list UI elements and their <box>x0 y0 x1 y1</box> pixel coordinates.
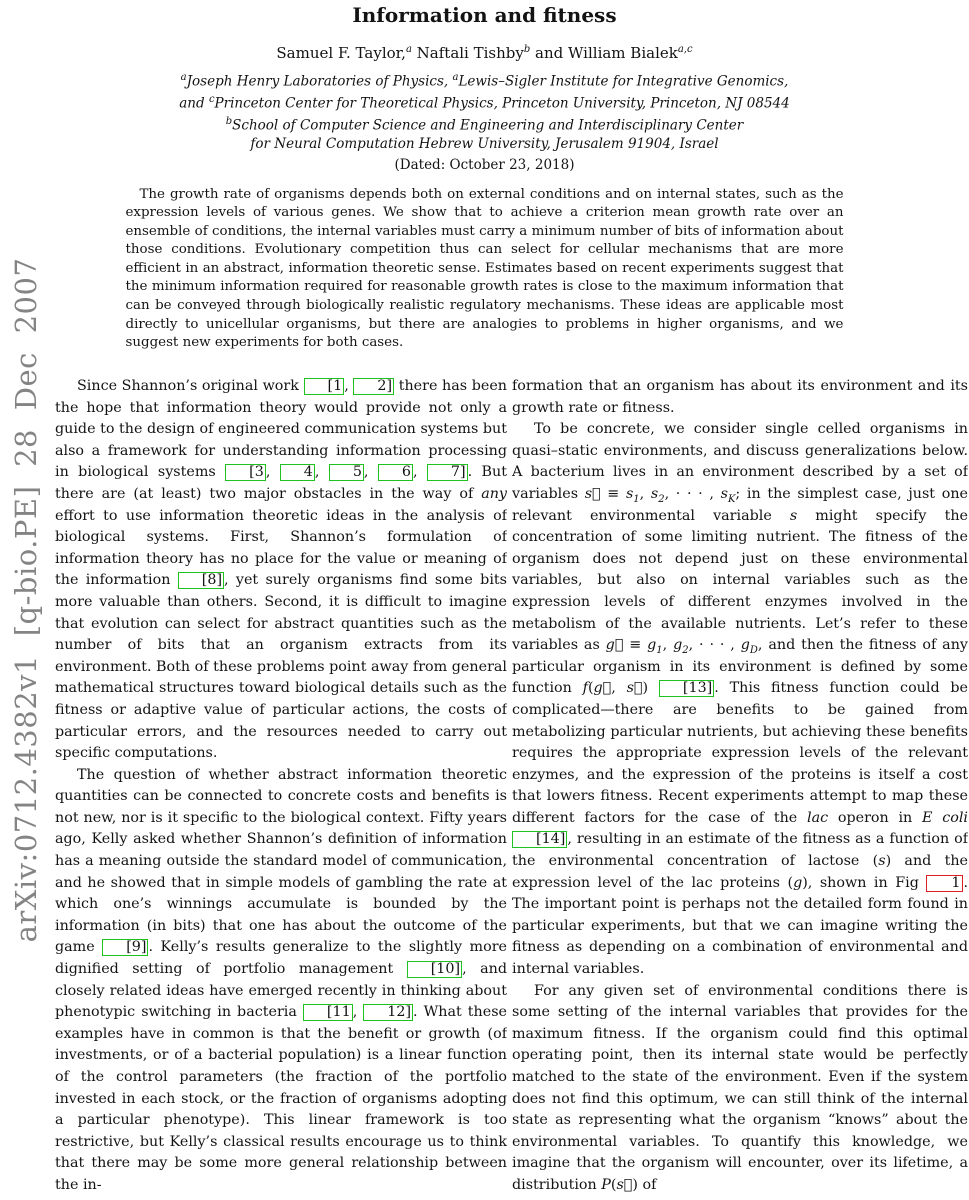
math-subscript: 2 <box>658 493 665 505</box>
paragraph: Since Shannon’s original work [1 , 2] there has been the hope that information theory would provide not only a guide to the design of engineered communication systems but also a framework for understanding information processing in biological systems [3 , 4 , 5 , 6 , 7] . But there are (at least) two major obstacles in the way of any effort to use information theoretic ideas in the analysis of biological systems. First, Shannon’s formulation of information theory has no place for the value or meaning of the information [8] , yet surely organisms find some bits more valuable than others. Second, it is difficult to imagine that evolution can select for abstract quantities such as the number of bits that an organism extracts from its environment. Both of these problems point away from general mathematical structures toward biological details such as the fitness or adaptive value of particular actions, the costs of particular errors, and the resources needed to carry out specific computations. <box>55 378 507 762</box>
math-variable: s <box>625 485 634 502</box>
math-variable: g <box>793 874 803 891</box>
math-variable: s <box>789 507 798 524</box>
paragraph: The question of whether abstract information theoretic quantities can be connected to concrete costs and benefits is not new, nor is it specific to the biological context. Fifty years ago, Kelly asked whether Shannon’s definition of information has a meaning outside the standard model of communication, and he showed that in simple models of gambling the rate at which one’s winnings accumulate is bounded by the information (in bits) that one has about the outcome of the game [9] . Kelly’s results generalize to the slightly more dignified setting of portfolio management [10] , and closely related ideas have emerged recently in thinking about phenotypic switching in bacteria [11 , 12] . What these examples have in common is that the benefit or growth (of investments, or of a bacterial population) is a linear function of the control parameters (the fraction of the portfolio invested in each stock, or the fraction of organisms adopting a particular phenotype). This linear framework is too restrictive, but Kelly’s classical results encourage us to think that there may be some more general relationship between the in- <box>55 766 507 1193</box>
affiliation-superscript: b <box>225 116 233 127</box>
right-column <box>512 376 968 1200</box>
math-variable: g <box>740 637 750 654</box>
paragraph: To be concrete, we consider single celled organisms in quasi–static environments, and discuss generalizations below. A bacterium lives in an environment described by a set of variables s⃗ ≡ $s_1$, $s_2$, · · · , $s_K$; in the simplest case, just one relevant environmental variable s might specify the concentration of some limiting nutrient. The fitness of the organism does not depend just on these environmental variables, but also on internal variables such as the expression levels of different enzymes involved in the metabolism of the available nutrients. Let’s refer to these variables as g⃗ ≡ $g_1$, $g_2$, · · · , $g_D$, and then the fitness of any particular organism in its environment is defined by some function f(g⃗, s⃗) [13] . This fitness function could be complicated—there are benefits to be gained from metabolizing particular nutrients, but achieving these benefits requires the appropriate expression levels of the relevant enzymes, and the expression of the proteins is itself a cost that lowers fitness. Recent experiments attempt to map these different factors for the case of the lac operon in E coli [14] , resulting in an estimate of the fitness as a function of the environmental concentration of lactose (s) and the expression level of the lac proteins (g), shown in Fig 1 . The important point is perhaps not the detailed form found in particular experiments, but that we can imagine writing the fitness as depending on a combination of environmental and internal variables. <box>512 421 968 978</box>
left-column <box>55 376 507 1200</box>
citation-link[interactable]: 2] <box>353 378 394 395</box>
affiliation-superscript: c <box>208 94 215 105</box>
math-subscript: D <box>749 644 758 656</box>
date-line: (Dated: October 23, 2018) <box>394 156 575 173</box>
italic-text: E coli <box>922 809 968 826</box>
paper-title: Information and fitness <box>352 3 617 27</box>
affiliation-superscript: a,c <box>677 44 693 55</box>
affiliation-superscript: b <box>523 44 531 55</box>
citation-link[interactable]: [11 <box>303 1004 353 1021</box>
citation-link[interactable]: [3 <box>225 464 266 481</box>
paper-header <box>0 0 969 173</box>
citation-link[interactable]: 6 <box>378 464 413 481</box>
math-variable: P <box>601 1176 611 1193</box>
figure-reference[interactable]: 1 <box>926 875 963 892</box>
math-subscript: 1 <box>656 644 663 656</box>
citation-link[interactable]: 7] <box>427 464 468 481</box>
italic-text: lac <box>807 809 829 826</box>
affiliation-line: for Neural Computation Hebrew University, Jerusalem 91904, Israel <box>250 136 719 152</box>
paragraph: For any given set of environmental conditions there is some setting of the internal variables that provides for the maximum fitness. If the organism could find this optimal operating point, then its internal state would be perfectly matched to the state of the environment. Even if the system does not find this optimum, we can still think of the internal state as representing what the organism “knows” about the environmental variables. To quantify this knowledge, we imagine that the organism will encounter, over its lifetime, a distribution P(s⃗) of <box>512 982 968 1193</box>
author-line: Samuel F. Taylor,$^a$ Naftali Tishby$^b$ and William Bialek$^{a,c}$ <box>276 44 693 62</box>
affiliation-line: $^a$Joseph Henry Laboratories of Physics, $^a$Lewis–Sigler Institute for Integrative Genomics, <box>180 72 789 90</box>
affiliation-line: $^b$School of Computer Science and Engineering and Interdisciplinary Center <box>225 116 744 134</box>
math-subscript: K <box>727 493 736 505</box>
citation-link[interactable]: [10] <box>407 961 462 978</box>
math-variable: s⃗ <box>584 485 601 502</box>
abstract: The growth rate of organisms depends both on external conditions and on internal states, such as the expression levels of various genes. We show that to achieve a criterion mean growth rate over an ensemble of conditions, the internal variables must carry a minimum number of bits of information about those conditions. Evolutionary competition thus can select for cellular mechanisms that are more efficient in an abstract, information theoretic sense. Estimates based on recent experiments suggest that the minimum information required for reasonable growth rates is close to the maximum information that can be conveyed through biologically realistic regulatory mechanisms. These ideas are applicable most directly to unicellular organisms, but there are analogies to problems in higher organisms, and we suggest new experiments for both cases. <box>125 186 844 351</box>
math-subscript: 2 <box>682 644 689 656</box>
citation-link[interactable]: [14] <box>512 831 567 848</box>
math-variable: s <box>650 485 659 502</box>
citation-link[interactable]: [9] <box>102 939 148 956</box>
math-variable: g⃗ <box>593 680 612 697</box>
math-variable: s <box>878 853 886 870</box>
affiliation-superscript: a <box>405 44 412 55</box>
math-subscript: 1 <box>633 493 640 505</box>
citation-link[interactable]: [8] <box>178 572 224 589</box>
citation-link[interactable]: [1 <box>304 378 345 395</box>
affiliation-superscript: a <box>452 72 459 83</box>
italic-text: any <box>481 485 507 502</box>
affiliation-superscript: a <box>180 72 187 83</box>
citation-link[interactable]: 12] <box>363 1004 413 1021</box>
citation-link[interactable]: 4 <box>280 464 315 481</box>
affiliations <box>0 69 969 154</box>
affiliation-line: and $^c$Princeton Center for Theoretical Physics, Princeton University, Princeton, NJ 08544 <box>179 94 790 112</box>
arxiv-watermark: arXiv:0712.4382v1 [q-bio.PE] 28 Dec 2007 <box>9 257 43 943</box>
math-variable: g <box>673 637 683 654</box>
math-variable: g <box>647 637 657 654</box>
citation-link[interactable]: 5 <box>329 464 364 481</box>
citation-link[interactable]: [13] <box>659 680 714 697</box>
math-variable: s⃗ <box>626 680 643 697</box>
paragraph: formation that an organism has about its environment and its growth rate or fitness. <box>512 378 968 416</box>
math-variable: g⃗ <box>605 637 624 654</box>
math-variable: s <box>720 485 728 502</box>
math-variable: f <box>582 680 588 697</box>
math-variable: s⃗ <box>616 1176 633 1193</box>
